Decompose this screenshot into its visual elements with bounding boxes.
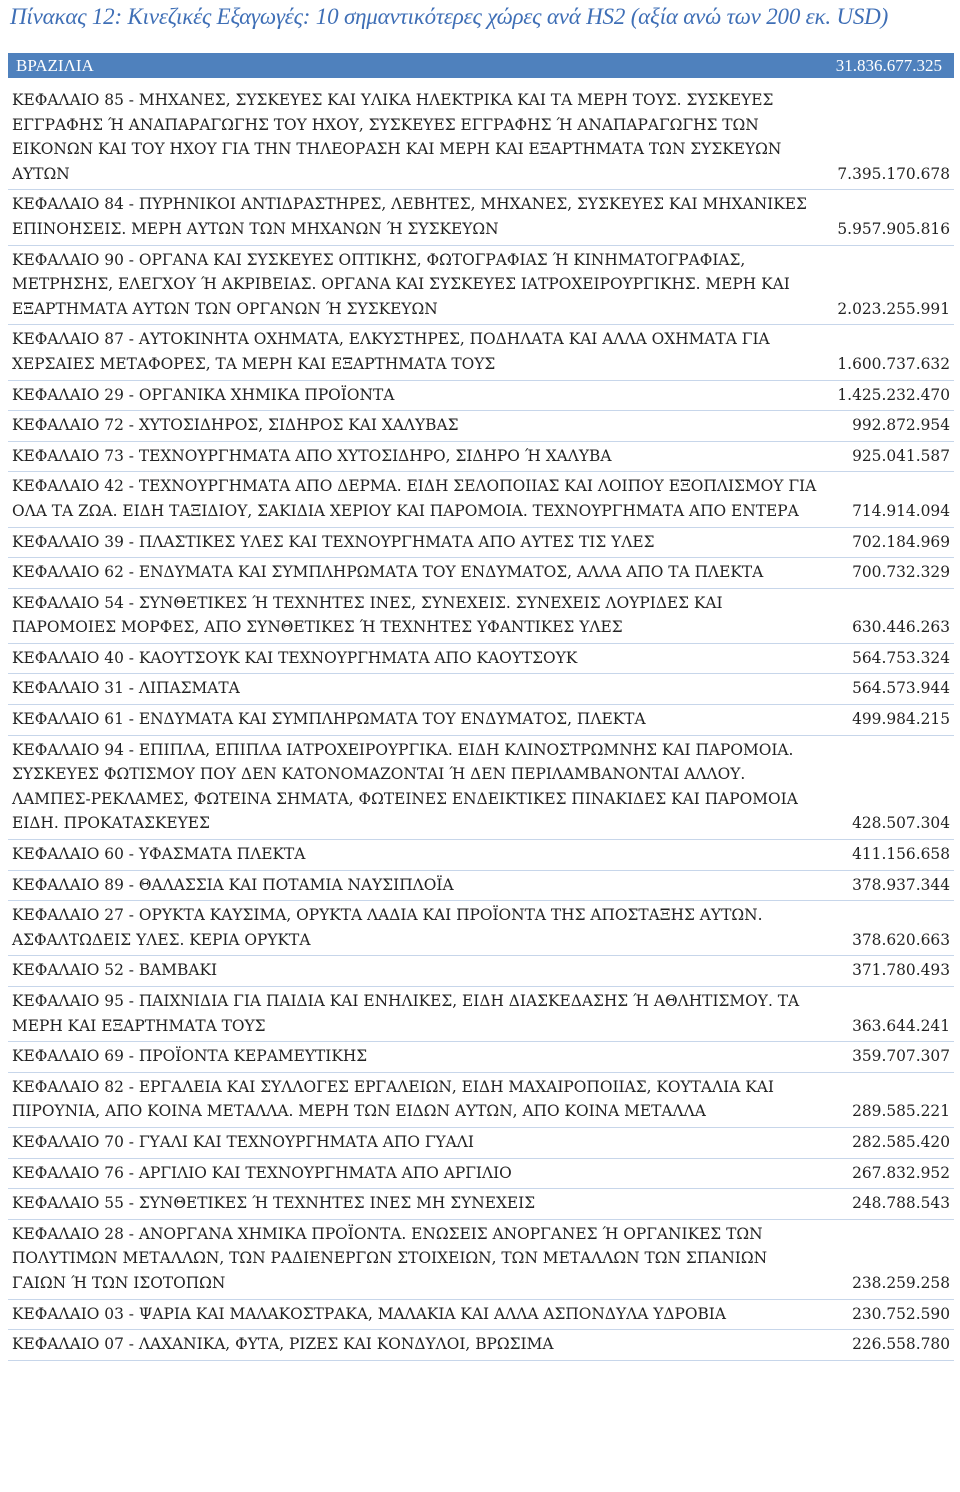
chapter-label: ΚΕΦΑΛΑΙΟ 69 - ΠΡΟΪΟΝΤΑ ΚΕΡΑΜΕΥΤΙΚΗΣ bbox=[8, 1042, 825, 1073]
country-total-value: 31.836.677.325 bbox=[835, 55, 942, 75]
exports-table bbox=[8, 86, 954, 1361]
export-value: 238.259.258 bbox=[825, 1219, 954, 1299]
table-row bbox=[8, 380, 954, 411]
chapter-label: ΚΕΦΑΛΑΙΟ 03 - ΨΑΡΙΑ ΚΑΙ ΜΑΛΑΚΟΣΤΡΑΚΑ, ΜΑΛΑΚΙΑ ΚΑΙ ΑΛΛΑ ΑΣΠΟΝΔΥΛΑ ΥΔΡΟΒΙΑ bbox=[8, 1299, 825, 1330]
chapter-label: ΚΕΦΑΛΑΙΟ 60 - ΥΦΑΣΜΑΤΑ ΠΛΕΚΤΑ bbox=[8, 840, 825, 871]
chapter-label: ΚΕΦΑΛΑΙΟ 87 - ΑΥΤΟΚΙΝΗΤΑ ΟΧΗΜΑΤΑ, ΕΛΚΥΣΤΗΡΕΣ, ΠΟΔΗΛΑΤΑ ΚΑΙ ΑΛΛΑ ΟΧΗΜΑΤΑ ΓΙΑ ΧΕΡΣΑΙΕΣ ΜΕΤΑΦΟΡΕΣ, ΤΑ ΜΕΡΗ ΚΑΙ ΕΞΑΡΤΗΜΑΤΑ ΤΟΥΣ bbox=[8, 325, 825, 380]
export-value: 378.937.344 bbox=[825, 870, 954, 901]
table-row bbox=[8, 1299, 954, 1330]
export-value: 702.184.969 bbox=[825, 527, 954, 558]
table-row bbox=[8, 956, 954, 987]
page-title: Πίνακας 12: Κινεζικές Εξαγωγές: 10 σημαντικότερες χώρες ανά HS2 (αξία ανώ των 200 εκ. USD) bbox=[10, 4, 889, 29]
table-row bbox=[8, 840, 954, 871]
export-value: 378.620.663 bbox=[825, 901, 954, 956]
export-value: 226.558.780 bbox=[825, 1330, 954, 1361]
export-value: 2.023.255.991 bbox=[825, 245, 954, 325]
chapter-label: ΚΕΦΑΛΑΙΟ 72 - ΧΥΤΟΣΙΔΗΡΟΣ, ΣΙΔΗΡΟΣ ΚΑΙ ΧΑΛΥΒΑΣ bbox=[8, 411, 825, 442]
chapter-label: ΚΕΦΑΛΑΙΟ 07 - ΛΑΧΑΝΙΚΑ, ΦΥΤΑ, ΡΙΖΕΣ ΚΑΙ ΚΟΝΔΥΛΟΙ, ΒΡΩΣΙΜΑ bbox=[8, 1330, 825, 1361]
table-row bbox=[8, 190, 954, 245]
chapter-label: ΚΕΦΑΛΑΙΟ 94 - ΕΠΙΠΛΑ, ΕΠΙΠΛΑ ΙΑΤΡΟΧΕΙΡΟΥΡΓΙΚΑ. ΕΙΔΗ ΚΛΙΝΟΣΤΡΩΜΝΗΣ ΚΑΙ ΠΑΡΟΜΟΙΑ. ΣΥΣΚΕΥΕΣ ΦΩΤΙΣΜΟΥ ΠΟΥ ΔΕΝ ΚΑΤΟΝΟΜΑΖΟΝΤΑΙ Ή ΔΕΝ ΠΕΡΙΛΑΜΒΑΝΟΝΤΑΙ ΑΛΛΟΥ. ΛΑΜΠΕΣ-ΡΕΚΛΑΜΕΣ, ΦΩΤΕΙΝΑ ΣΗΜΑΤΑ, ΦΩΤΕΙΝΕΣ ΕΝΔΕΙΚΤΙΚΕΣ ΠΙΝΑΚΙΔΕΣ ΚΑΙ ΠΑΡΟΜΟΙΑ ΕΙΔΗ. ΠΡΟΚΑΤΑΣΚΕΥΕΣ bbox=[8, 735, 825, 839]
chapter-label: ΚΕΦΑΛΑΙΟ 70 - ΓΥΑΛΙ ΚΑΙ ΤΕΧΝΟΥΡΓΗΜΑΤΑ ΑΠΟ ΓΥΑΛΙ bbox=[8, 1127, 825, 1158]
chapter-label: ΚΕΦΑΛΑΙΟ 62 - ΕΝΔΥΜΑΤΑ ΚΑΙ ΣΥΜΠΛΗΡΩΜΑΤΑ ΤΟΥ ΕΝΔΥΜΑΤΟΣ, ΑΛΛΑ ΑΠΟ ΤΑ ΠΛΕΚΤΑ bbox=[8, 558, 825, 589]
chapter-label: ΚΕΦΑΛΑΙΟ 82 - ΕΡΓΑΛΕΙΑ ΚΑΙ ΣΥΛΛΟΓΕΣ ΕΡΓΑΛΕΙΩΝ, ΕΙΔΗ ΜΑΧΑΙΡΟΠΟΙΙΑΣ, ΚΟΥΤΑΛΙΑ ΚΑΙ ΠΙΡΟΥΝΙΑ, ΑΠΟ ΚΟΙΝΑ ΜΕΤΑΛΛΑ. ΜΕΡΗ ΤΩΝ ΕΙΔΩΝ ΑΥΤΩΝ, ΑΠΟ ΚΟΙΝΑ ΜΕΤΑΛΛΑ bbox=[8, 1072, 825, 1127]
table-row bbox=[8, 735, 954, 839]
table-row bbox=[8, 870, 954, 901]
chapter-label: ΚΕΦΑΛΑΙΟ 42 - ΤΕΧΝΟΥΡΓΗΜΑΤΑ ΑΠΟ ΔΕΡΜΑ. ΕΙΔΗ ΣΕΛΟΠΟΙΙΑΣ ΚΑΙ ΛΟΙΠΟΥ ΕΞΟΠΛΙΣΜΟΥ ΓΙΑ ΟΛΑ ΤΑ ΖΩΑ. ΕΙΔΗ ΤΑΞΙΔΙΟΥ, ΣΑΚΙΔΙΑ ΧΕΡΙΟΥ ΚΑΙ ΠΑΡΟΜΟΙΑ. ΤΕΧΝΟΥΡΓΗΜΑΤΑ ΑΠΟ ΕΝΤΕΡΑ bbox=[8, 472, 825, 527]
table-row bbox=[8, 1330, 954, 1361]
table-row bbox=[8, 1042, 954, 1073]
table-row bbox=[8, 1158, 954, 1189]
table-row bbox=[8, 1219, 954, 1299]
table-row bbox=[8, 901, 954, 956]
chapter-label: ΚΕΦΑΛΑΙΟ 31 - ΛΙΠΑΣΜΑΤΑ bbox=[8, 674, 825, 705]
chapter-label: ΚΕΦΑΛΑΙΟ 73 - ΤΕΧΝΟΥΡΓΗΜΑΤΑ ΑΠΟ ΧΥΤΟΣΙΔΗΡΟ, ΣΙΔΗΡΟ Ή ΧΑΛΥΒΑ bbox=[8, 441, 825, 472]
chapter-label: ΚΕΦΑΛΑΙΟ 76 - ΑΡΓΙΛΙΟ ΚΑΙ ΤΕΧΝΟΥΡΓΗΜΑΤΑ ΑΠΟ ΑΡΓΙΛΙΟ bbox=[8, 1158, 825, 1189]
export-value: 564.753.324 bbox=[825, 643, 954, 674]
table-row bbox=[8, 245, 954, 325]
chapter-label: ΚΕΦΑΛΑΙΟ 29 - ΟΡΓΑΝΙΚΑ ΧΗΜΙΚΑ ΠΡΟΪΟΝΤΑ bbox=[8, 380, 825, 411]
export-value: 700.732.329 bbox=[825, 558, 954, 589]
export-value: 564.573.944 bbox=[825, 674, 954, 705]
export-value: 282.585.420 bbox=[825, 1127, 954, 1158]
export-value: 714.914.094 bbox=[825, 472, 954, 527]
table-row bbox=[8, 325, 954, 380]
chapter-label: ΚΕΦΑΛΑΙΟ 52 - ΒΑΜΒΑΚΙ bbox=[8, 956, 825, 987]
table-row bbox=[8, 987, 954, 1042]
export-value: 992.872.954 bbox=[825, 411, 954, 442]
export-value: 363.644.241 bbox=[825, 987, 954, 1042]
table-row bbox=[8, 643, 954, 674]
export-value: 1.425.232.470 bbox=[825, 380, 954, 411]
table-row bbox=[8, 527, 954, 558]
table-row bbox=[8, 86, 954, 190]
table-row bbox=[8, 1072, 954, 1127]
chapter-label: ΚΕΦΑΛΑΙΟ 40 - ΚΑΟΥΤΣΟΥΚ ΚΑΙ ΤΕΧΝΟΥΡΓΗΜΑΤΑ ΑΠΟ ΚΑΟΥΤΣΟΥΚ bbox=[8, 643, 825, 674]
export-value: 428.507.304 bbox=[825, 735, 954, 839]
chapter-label: ΚΕΦΑΛΑΙΟ 90 - ΟΡΓΑΝΑ ΚΑΙ ΣΥΣΚΕΥΕΣ ΟΠΤΙΚΗΣ, ΦΩΤΟΓΡΑΦΙΑΣ Ή ΚΙΝΗΜΑΤΟΓΡΑΦΙΑΣ, ΜΕΤΡΗΣΗΣ, ΕΛΕΓΧΟΥ Ή ΑΚΡΙΒΕΙΑΣ. ΟΡΓΑΝΑ ΚΑΙ ΣΥΣΚΕΥΕΣ ΙΑΤΡΟΧΕΙΡΟΥΡΓΙΚΗΣ. ΜΕΡΗ ΚΑΙ ΕΞΑΡΤΗΜΑΤΑ ΑΥΤΩΝ ΤΩΝ ΟΡΓΑΝΩΝ Ή ΣΥΣΚΕΥΩΝ bbox=[8, 245, 825, 325]
exports-table-body bbox=[8, 86, 954, 1360]
table-row bbox=[8, 1127, 954, 1158]
table-row bbox=[8, 472, 954, 527]
table-row bbox=[8, 558, 954, 589]
export-value: 630.446.263 bbox=[825, 588, 954, 643]
chapter-label: ΚΕΦΑΛΑΙΟ 55 - ΣΥΝΘΕΤΙΚΕΣ Ή ΤΕΧΝΗΤΕΣ ΙΝΕΣ ΜΗ ΣΥΝΕΧΕΙΣ bbox=[8, 1189, 825, 1220]
export-value: 7.395.170.678 bbox=[825, 86, 954, 190]
export-value: 289.585.221 bbox=[825, 1072, 954, 1127]
export-value: 371.780.493 bbox=[825, 956, 954, 987]
chapter-label: ΚΕΦΑΛΑΙΟ 89 - ΘΑΛΑΣΣΙΑ ΚΑΙ ΠΟΤΑΜΙΑ ΝΑΥΣΙΠΛΟΪΑ bbox=[8, 870, 825, 901]
country-name: ΒΡΑΖΙΛΙΑ bbox=[16, 55, 94, 75]
export-value: 267.832.952 bbox=[825, 1158, 954, 1189]
export-value: 359.707.307 bbox=[825, 1042, 954, 1073]
country-header-row bbox=[8, 53, 954, 78]
table-row bbox=[8, 1189, 954, 1220]
chapter-label: ΚΕΦΑΛΑΙΟ 84 - ΠΥΡΗΝΙΚΟΙ ΑΝΤΙΔΡΑΣΤΗΡΕΣ, ΛΕΒΗΤΕΣ, ΜΗΧΑΝΕΣ, ΣΥΣΚΕΥΕΣ ΚΑΙ ΜΗΧΑΝΙΚΕΣ ΕΠΙΝΟΗΣΕΙΣ. ΜΕΡΗ ΑΥΤΩΝ ΤΩΝ ΜΗΧΑΝΩΝ Ή ΣΥΣΚΕΥΩΝ bbox=[8, 190, 825, 245]
export-value: 230.752.590 bbox=[825, 1299, 954, 1330]
chapter-label: ΚΕΦΑΛΑΙΟ 61 - ΕΝΔΥΜΑΤΑ ΚΑΙ ΣΥΜΠΛΗΡΩΜΑΤΑ ΤΟΥ ΕΝΔΥΜΑΤΟΣ, ΠΛΕΚΤΑ bbox=[8, 705, 825, 736]
export-value: 411.156.658 bbox=[825, 840, 954, 871]
export-value: 5.957.905.816 bbox=[825, 190, 954, 245]
table-row bbox=[8, 588, 954, 643]
table-row bbox=[8, 441, 954, 472]
export-value: 1.600.737.632 bbox=[825, 325, 954, 380]
chapter-label: ΚΕΦΑΛΑΙΟ 54 - ΣΥΝΘΕΤΙΚΕΣ Ή ΤΕΧΝΗΤΕΣ ΙΝΕΣ, ΣΥΝΕΧΕΙΣ. ΣΥΝΕΧΕΙΣ ΛΟΥΡΙΔΕΣ ΚΑΙ ΠΑΡΟΜΟΙΕΣ ΜΟΡΦΕΣ, ΑΠΟ ΣΥΝΘΕΤΙΚΕΣ Ή ΤΕΧΝΗΤΕΣ ΥΦΑΝΤΙΚΕΣ ΥΛΕΣ bbox=[8, 588, 825, 643]
export-value: 925.041.587 bbox=[825, 441, 954, 472]
table-row bbox=[8, 411, 954, 442]
chapter-label: ΚΕΦΑΛΑΙΟ 27 - ΟΡΥΚΤΑ ΚΑΥΣΙΜΑ, ΟΡΥΚΤΑ ΛΑΔΙΑ ΚΑΙ ΠΡΟΪΟΝΤΑ ΤΗΣ ΑΠΟΣΤΑΞΗΣ ΑΥΤΩΝ. ΑΣΦΑΛΤΩΔΕΙΣ ΥΛΕΣ. ΚΕΡΙΑ ΟΡΥΚΤΑ bbox=[8, 901, 825, 956]
table-row bbox=[8, 674, 954, 705]
table-row bbox=[8, 705, 954, 736]
chapter-label: ΚΕΦΑΛΑΙΟ 85 - ΜΗΧΑΝΕΣ, ΣΥΣΚΕΥΕΣ ΚΑΙ ΥΛΙΚΑ ΗΛΕΚΤΡΙΚΑ ΚΑΙ ΤΑ ΜΕΡΗ ΤΟΥΣ. ΣΥΣΚΕΥΕΣ ΕΓΓΡΑΦΗΣ Ή ΑΝΑΠΑΡΑΓΩΓΗΣ ΤΟΥ ΗΧΟΥ, ΣΥΣΚΕΥΕΣ ΕΓΓΡΑΦΗΣ Ή ΑΝΑΠΑΡΑΓΩΓΗΣ ΤΩΝ ΕΙΚΟΝΩΝ ΚΑΙ ΤΟΥ ΗΧΟΥ ΓΙΑ ΤΗΝ ΤΗΛΕΟΡΑΣΗ ΚΑΙ ΜΕΡΗ ΚΑΙ ΕΞΑΡΤΗΜΑΤΑ ΤΩΝ ΣΥΣΚΕΥΩΝ ΑΥΤΩΝ bbox=[8, 86, 825, 190]
export-value: 499.984.215 bbox=[825, 705, 954, 736]
chapter-label: ΚΕΦΑΛΑΙΟ 39 - ΠΛΑΣΤΙΚΕΣ ΥΛΕΣ ΚΑΙ ΤΕΧΝΟΥΡΓΗΜΑΤΑ ΑΠΟ ΑΥΤΕΣ ΤΙΣ ΥΛΕΣ bbox=[8, 527, 825, 558]
chapter-label: ΚΕΦΑΛΑΙΟ 95 - ΠΑΙΧΝΙΔΙΑ ΓΙΑ ΠΑΙΔΙΑ ΚΑΙ ΕΝΗΛΙΚΕΣ, ΕΙΔΗ ΔΙΑΣΚΕΔΑΣΗΣ Ή ΑΘΛΗΤΙΣΜΟΥ. ΤΑ ΜΕΡΗ ΚΑΙ ΕΞΑΡΤΗΜΑΤΑ ΤΟΥΣ bbox=[8, 987, 825, 1042]
chapter-label: ΚΕΦΑΛΑΙΟ 28 - ΑΝΟΡΓΑΝΑ ΧΗΜΙΚΑ ΠΡΟΪΟΝΤΑ. ΕΝΩΣΕΙΣ ΑΝΟΡΓΑΝΕΣ Ή ΟΡΓΑΝΙΚΕΣ ΤΩΝ ΠΟΛΥΤΙΜΩΝ ΜΕΤΑΛΛΩΝ, ΤΩΝ ΡΑΔΙΕΝΕΡΓΩΝ ΣΤΟΙΧΕΙΩΝ, ΤΩΝ ΜΕΤΑΛΛΩΝ ΤΩΝ ΣΠΑΝΙΩΝ ΓΑΙΩΝ Ή ΤΩΝ ΙΣΟΤΟΠΩΝ bbox=[8, 1219, 825, 1299]
export-value: 248.788.543 bbox=[825, 1189, 954, 1220]
